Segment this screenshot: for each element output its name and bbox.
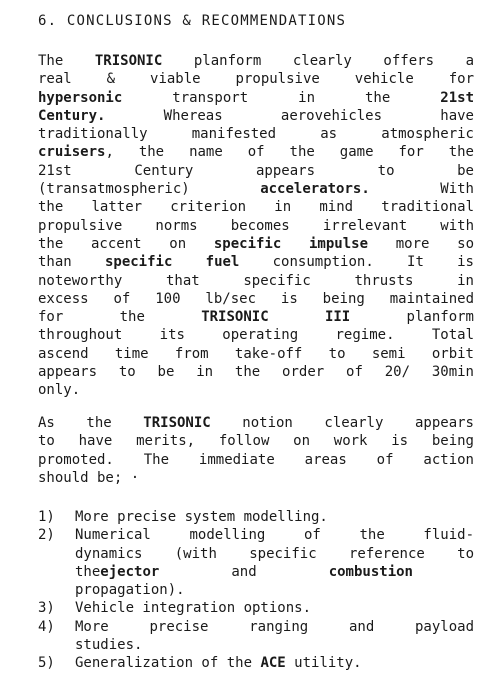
text-line: propagation). [75, 582, 185, 599]
text-run: consumption. It is [239, 254, 474, 271]
text-line [38, 253, 474, 271]
paragraph-follow-on [38, 414, 474, 487]
text-line: dynamics (with specific reference to [75, 545, 474, 562]
text-line: real & viable propulsive vehicle for [38, 71, 474, 88]
text-line: should be; · [38, 469, 140, 486]
paragraph-conclusions [38, 52, 474, 400]
text-run: notion clearly appears [210, 415, 474, 431]
text-line [38, 414, 474, 432]
list-item [38, 508, 474, 526]
text-line [38, 52, 474, 70]
text-run-bold: 21st [440, 89, 474, 106]
list-item [38, 618, 474, 655]
text-run: for the [38, 309, 202, 326]
list-item [38, 654, 474, 672]
text-run-bold: TRISONIC [94, 53, 163, 69]
text-line: Vehicle integration options. [75, 600, 312, 617]
text-line: Numerical modelling of the fluid- [75, 527, 474, 544]
text-run: As the [38, 415, 144, 431]
text-run-bold: cruisers [38, 144, 106, 161]
text-run: planform clearly offers a [162, 53, 474, 69]
list-number: 1) [38, 509, 55, 525]
text-run: With [369, 181, 474, 198]
text-run: Whereas aerovehicles have [105, 107, 474, 124]
list-item-text [75, 526, 474, 599]
text-run: the accent on [38, 235, 214, 252]
text-run-bold: accelerators. [260, 181, 370, 198]
text-run: the [75, 563, 101, 580]
text-line [38, 89, 474, 107]
text-run-bold: hypersonic [38, 89, 123, 106]
text-line [38, 143, 474, 161]
text-run-bold: Century. [38, 107, 106, 124]
section-heading: 6. CONCLUSIONS & RECOMMENDATIONS [38, 13, 347, 29]
text-line [75, 563, 413, 581]
list-item-text [75, 508, 474, 526]
list-item-text [75, 654, 474, 672]
text-run: planform [350, 309, 474, 326]
text-line: propulsive norms becomes irrelevant with [38, 217, 474, 234]
list-number: 3) [38, 600, 55, 617]
text-line: traditionally manifested as atmospheric [38, 126, 474, 143]
list-number: 4) [38, 618, 55, 635]
text-line: studies. [75, 637, 143, 654]
text-line: the latter criterion in mind traditional [38, 199, 474, 216]
text-run: more so [368, 235, 474, 252]
text-line: appears to be in the order of 20/ 30min [38, 364, 474, 381]
text-run-bold: combustion [328, 563, 413, 580]
text-line: excess of 100 lb/sec is being maintained [38, 290, 474, 307]
list-number: 2) [38, 527, 55, 544]
text-line: throughout its operating regime. Total [38, 327, 474, 344]
text-run: and [159, 563, 329, 580]
list-item [38, 526, 474, 599]
text-run-bold: TRISONIC [143, 415, 211, 431]
text-line [38, 235, 474, 253]
text-run: transport in the [122, 89, 441, 106]
text-run-bold: ejector [100, 563, 160, 580]
text-run: , the name of the game for the [105, 144, 474, 161]
action-list [38, 508, 474, 673]
text-line [38, 107, 474, 125]
text-line: promoted. The immediate areas of action [38, 451, 474, 468]
text-line [38, 308, 474, 326]
text-run: (transatmospheric) [38, 181, 261, 198]
text-line: to have merits, follow on work is being [38, 433, 474, 450]
text-line [75, 654, 474, 672]
text-line: only. [38, 382, 81, 399]
list-item-text [75, 618, 474, 655]
text-run-bold: TRISONIC III [201, 309, 351, 326]
list-number: 5) [38, 655, 55, 672]
text-run: utility. [285, 655, 362, 672]
text-line: ascend time from take-off to semi orbit [38, 345, 474, 362]
text-line: noteworthy that specific thrusts in [38, 272, 474, 289]
text-line: 21st Century appears to be [38, 162, 474, 179]
text-run: The [38, 53, 95, 69]
text-line: More precise ranging and payload [75, 618, 474, 635]
text-run-bold: specific impulse [213, 235, 368, 252]
text-run-bold: ACE [260, 655, 286, 672]
text-line: More precise system modelling. [75, 509, 328, 525]
text-run: Generalization of the [75, 655, 261, 672]
list-item-text [75, 599, 474, 617]
text-run-bold: specific fuel [104, 254, 240, 271]
text-line [38, 180, 474, 198]
list-item [38, 599, 474, 617]
text-run: than [38, 254, 105, 271]
